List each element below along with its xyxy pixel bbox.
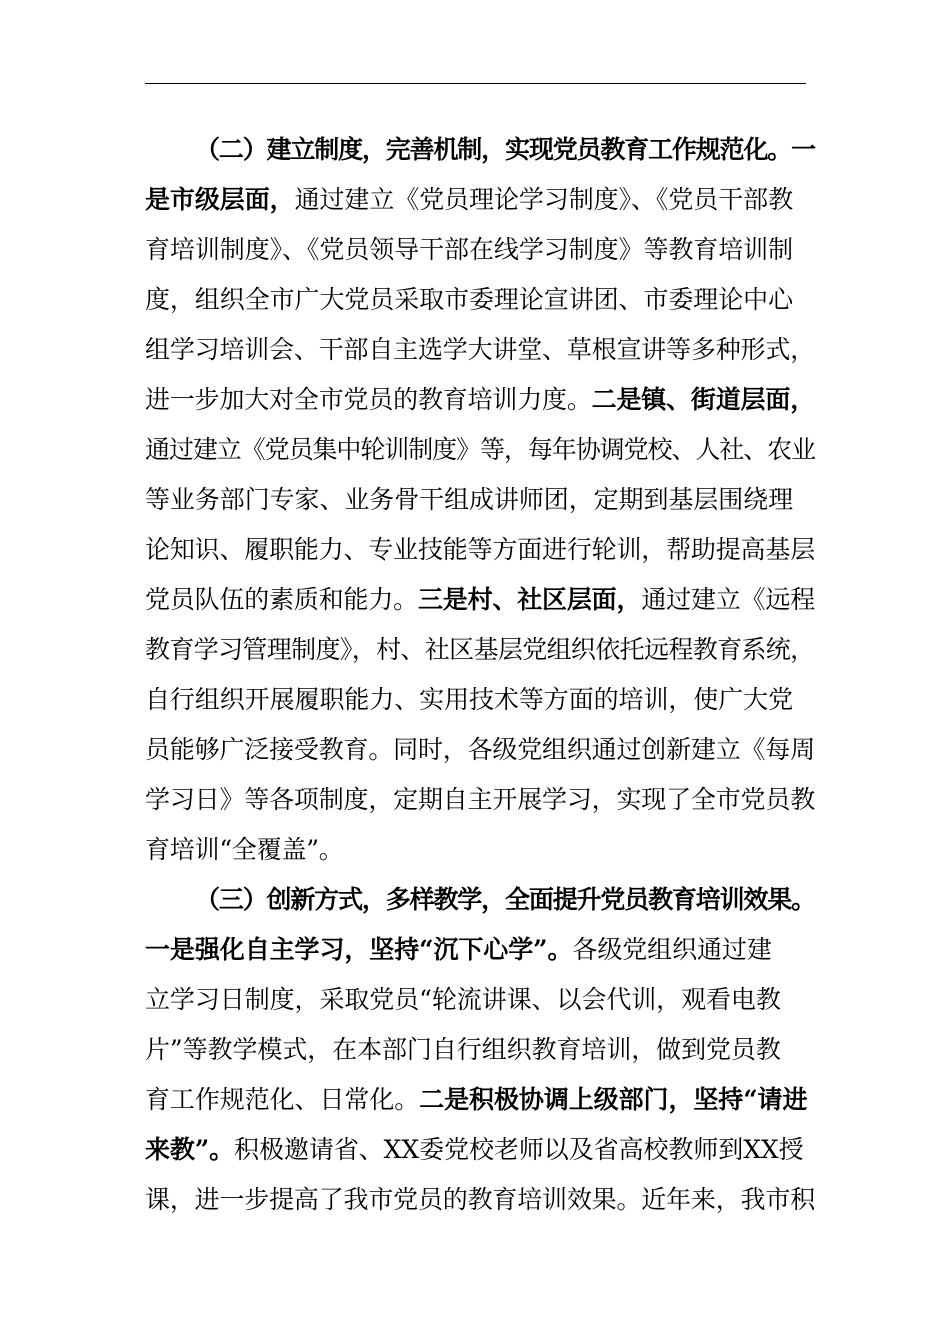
- text-line: [145, 125, 817, 175]
- text-segment: 党员队伍的素质和能力。: [145, 585, 418, 614]
- bold-text-segment: 来教”。: [145, 1135, 235, 1164]
- bold-text-segment: （二）建立制度，完善机制，实现党员教育工作规范化。一: [195, 135, 816, 164]
- text-line: [145, 1175, 817, 1225]
- bold-text-segment: 是市级层面，: [145, 185, 295, 214]
- bold-text-segment: 三是村、社区层面，: [417, 585, 642, 614]
- text-line: [145, 1025, 817, 1075]
- text-line: [145, 325, 817, 375]
- text-segment: 积极邀请省、XX委党校老师以及省高校教师到XX授: [234, 1135, 804, 1164]
- text-segment: 等业务部门专家、业务骨干组成讲师团，定期到基层围绕理: [145, 485, 794, 514]
- bold-text-segment: 二是镇、街道层面，: [591, 385, 816, 414]
- text-segment: 育工作规范化、日常化。: [145, 1085, 420, 1114]
- text-line: [145, 675, 817, 725]
- text-segment: 论知识、履职能力、专业技能等方面进行轮训，帮助提高基层: [145, 535, 816, 564]
- text-line: [145, 925, 817, 975]
- text-line: [145, 225, 817, 275]
- text-segment: 通过建立《远程: [641, 585, 816, 614]
- bold-text-segment: 二是积极协调上级部门，坚持“请进: [419, 1085, 808, 1114]
- text-segment: 员能够广泛接受教育。同时，各级党组织通过创新建立《每周: [145, 735, 816, 764]
- text-line: [145, 475, 817, 525]
- text-segment: 片”等教学模式，在本部门自行组织教育培训，做到党员教: [145, 1035, 781, 1064]
- text-line: [145, 275, 817, 325]
- bold-text-segment: 一是强化自主学习，坚持“沉下心学”。: [145, 935, 573, 964]
- text-line: [145, 375, 817, 425]
- text-segment: 育培训“全覆盖”。: [145, 835, 344, 864]
- text-line: [145, 525, 817, 575]
- text-segment: 进一步加大对全市党员的教育培训力度。: [145, 385, 592, 414]
- text-line: [145, 575, 817, 625]
- bold-text-segment: （三）创新方式，多样教学，全面提升党员教育培训效果。: [195, 885, 816, 914]
- text-line: [145, 975, 817, 1025]
- text-segment: 组学习培训会、干部自主选学大讲堂、草根宣讲等多种形式，: [145, 335, 816, 364]
- text-segment: 度，组织全市广大党员采取市委理论宣讲团、市委理论中心: [145, 285, 794, 314]
- text-segment: 立学习日制度，采取党员“轮流讲课、以会代训，观看电教: [145, 985, 781, 1014]
- text-segment: 育培训制度》、《党员领导干部在线学习制度》等教育培训制: [145, 235, 794, 264]
- text-segment: 课，进一步提高了我市党员的教育培训效果。近年来，我市积: [145, 1185, 816, 1214]
- text-segment: 通过建立《党员集中轮训制度》等，每年协调党校、人社、农业: [145, 435, 816, 464]
- text-line: [145, 825, 817, 875]
- text-line: [145, 775, 817, 825]
- text-line: [145, 625, 817, 675]
- text-line: [145, 425, 817, 475]
- text-segment: 教育学习管理制度》，村、社区基层党组织依托远程教育系统，: [145, 635, 815, 664]
- text-line: [145, 1075, 817, 1125]
- text-segment: 通过建立《党员理论学习制度》、《党员干部教: [294, 185, 794, 214]
- header-rule: [145, 83, 806, 84]
- document-body: [145, 125, 817, 1225]
- text-line: [145, 725, 817, 775]
- text-segment: 学习日》等各项制度，定期自主开展学习，实现了全市党员教: [145, 785, 816, 814]
- text-line: [145, 875, 817, 925]
- text-line: [145, 1125, 817, 1175]
- text-line: [145, 175, 817, 225]
- text-segment: 各级党组织通过建: [572, 935, 772, 964]
- text-segment: 自行组织开展履职能力、实用技术等方面的培训，使广大党: [145, 685, 794, 714]
